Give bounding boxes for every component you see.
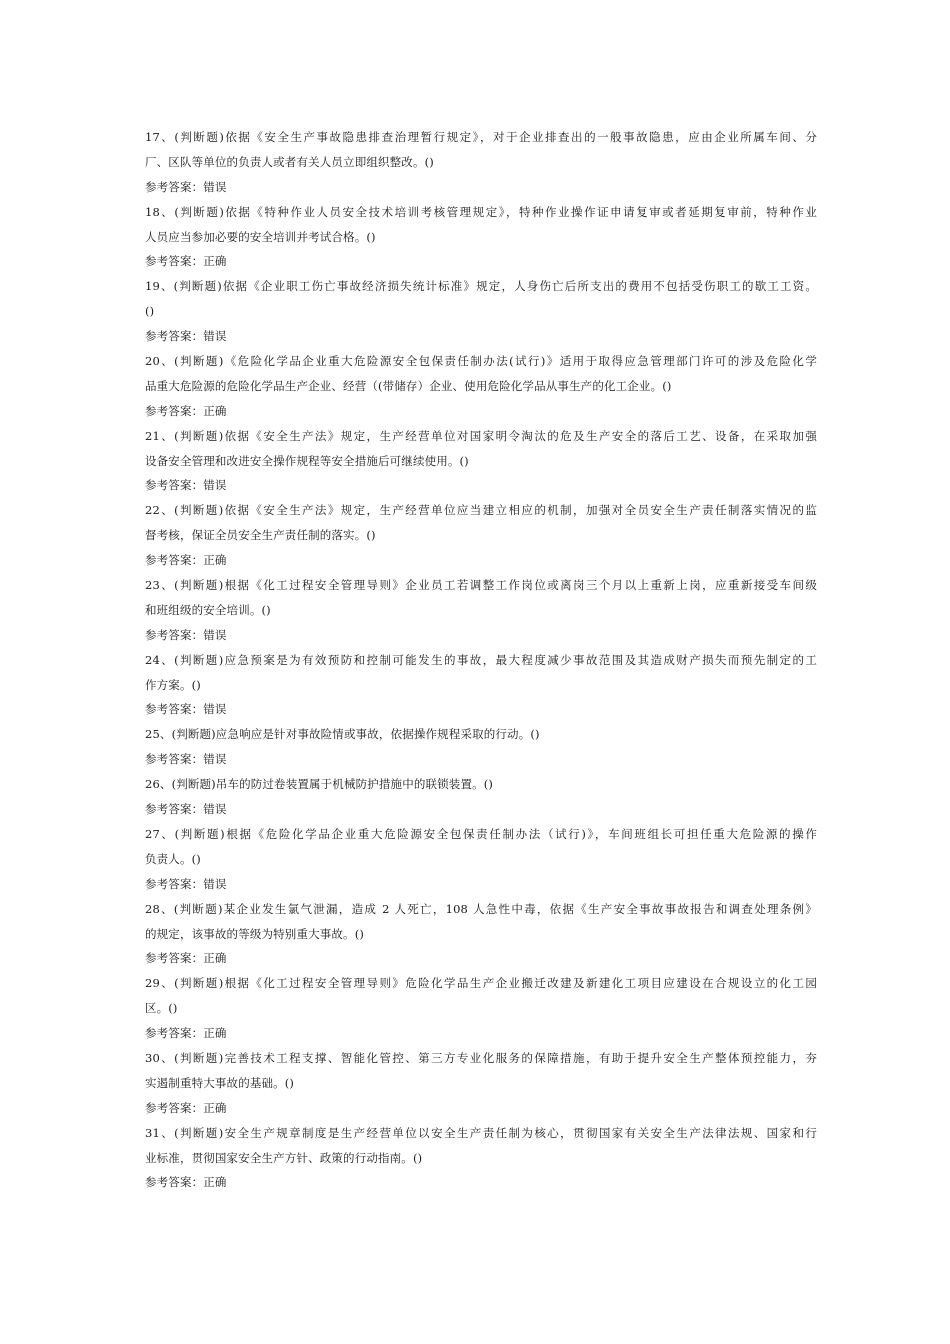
question-item [145, 772, 817, 822]
question-text-line: 28、(判断题)某企业发生氯气泄漏，造成 2 人死亡，108 人急性中毒，依据《生产安全事故事故报告和调查处理条例》 [145, 901, 817, 916]
reference-answer: 参考答案：正确 [145, 1100, 227, 1115]
reference-answer: 参考答案：错误 [145, 329, 227, 344]
question-text-line: 23、(判断题)根据《化工过程安全管理导则》企业员工若调整工作岗位或离岗三个月以上重新上岗，应重新接受车间级 [145, 578, 817, 593]
question-item [145, 125, 817, 200]
question-item [145, 897, 817, 972]
question-item [145, 971, 817, 1046]
reference-answer: 参考答案：错误 [145, 179, 227, 194]
question-text-line: 和班组级的安全培训。() [145, 602, 271, 617]
question-text-line: 24、(判断题)应急预案是为有效预防和控制可能发生的事故，最大程度减少事故范围及其造成财产损失而预先制定的工 [145, 652, 817, 667]
question-text-line: 26、(判断题)吊车的防过卷装置属于机械防护措施中的联锁装置。() [145, 777, 494, 792]
reference-answer: 参考答案：错误 [145, 627, 227, 642]
question-text-line: 实遏制重特大事故的基础。() [145, 1075, 295, 1090]
reference-answer: 参考答案：错误 [145, 802, 227, 817]
question-text-line: 29、(判断题)根据《化工过程安全管理导则》危险化学品生产企业搬迁改建及新建化工项目应建设在合规设立的化工园 [145, 976, 817, 991]
reference-answer: 参考答案：正确 [145, 553, 227, 568]
question-text-line: 31、(判断题)安全生产规章制度是生产经营单位以安全生产责任制为核心，贯彻国家有关安全生产法律法规、国家和行 [145, 1125, 817, 1140]
question-text-line: 18、(判断题)依据《特种作业人员安全技术培训考核管理规定》，特种作业操作证申请复审或者延期复审前，特种作业 [145, 204, 817, 219]
question-text-line: () [145, 304, 155, 319]
question-item [145, 648, 817, 723]
question-item [145, 200, 817, 275]
question-text-line: 厂、区队等单位的负责人或者有关人员立即组织整改。() [145, 154, 434, 169]
reference-answer: 参考答案：正确 [145, 1026, 227, 1041]
question-text-line: 27、(判断题)根据《危险化学品企业重大危险源安全包保责任制办法（试行)》，车间班组长可担任重大危险源的操作 [145, 826, 817, 841]
reference-answer: 参考答案：正确 [145, 403, 227, 418]
question-text-line: 25、(判断题)应急响应是针对事故险情或事故，依据操作规程采取的行动。() [145, 727, 540, 742]
question-list [145, 125, 817, 1195]
question-text-line: 21、(判断题)依据《安全生产法》规定，生产经营单位对国家明令淘汰的危及生产安全的落后工艺、设备，在采取加强 [145, 428, 817, 443]
question-text-line: 设备安全管理和改进安全操作规程等安全措施后可继续使用。() [145, 453, 469, 468]
reference-answer: 参考答案：正确 [145, 254, 227, 269]
question-text-line: 30、(判断题)完善技术工程支撑、智能化管控、第三方专业化服务的保障措施，有助于提升安全生产整体预控能力，夯 [145, 1050, 817, 1065]
reference-answer: 参考答案：错误 [145, 702, 227, 717]
question-text-line: 负责人。() [145, 851, 201, 866]
question-item [145, 722, 817, 772]
question-text-line: 品重大危险源的危险化学品生产企业、经营（(带储存）企业、使用危险化学品从事生产的化工企业。() [145, 378, 672, 393]
question-item [145, 822, 817, 897]
question-text-line: 作方案。() [145, 677, 201, 692]
question-text-line: 19、(判断题)依据《企业职工伤亡事故经济损失统计标准》规定，人身伤亡后所支出的费用不包括受伤职工的歇工工资。 [145, 279, 817, 294]
question-item [145, 1121, 817, 1196]
reference-answer: 参考答案：错误 [145, 876, 227, 891]
question-item [145, 424, 817, 499]
question-item [145, 498, 817, 573]
question-text-line: 22、(判断题)依据《安全生产法》规定，生产经营单位应当建立相应的机制，加强对全员安全生产责任制落实情况的监 [145, 503, 817, 518]
question-item [145, 274, 817, 349]
question-text-line: 的规定，该事故的等级为特别重大事故。() [145, 926, 364, 941]
question-item [145, 573, 817, 648]
question-text-line: 业标准，贯彻国家安全生产方针、政策的行动指南。() [145, 1150, 423, 1165]
question-text-line: 17、(判断题)依据《安全生产事故隐患排查治理暂行规定》，对于企业排查出的一般事故隐患，应由企业所属车间、分 [145, 130, 817, 144]
question-text-line: 区。() [145, 1001, 178, 1016]
reference-answer: 参考答案：正确 [145, 1175, 227, 1190]
reference-answer: 参考答案：正确 [145, 951, 227, 966]
reference-answer: 参考答案：错误 [145, 478, 227, 493]
question-text-line: 督考核，保证全员安全生产责任制的落实。() [145, 528, 376, 543]
question-item [145, 349, 817, 424]
question-item [145, 1046, 817, 1121]
question-text-line: 20、(判断题)《危险化学品企业重大危险源安全包保责任制办法(试行)》适用于取得应急管理部门许可的涉及危险化学 [145, 354, 817, 369]
reference-answer: 参考答案：错误 [145, 752, 227, 767]
question-text-line: 人员应当参加必要的安全培训并考试合格。() [145, 229, 376, 244]
